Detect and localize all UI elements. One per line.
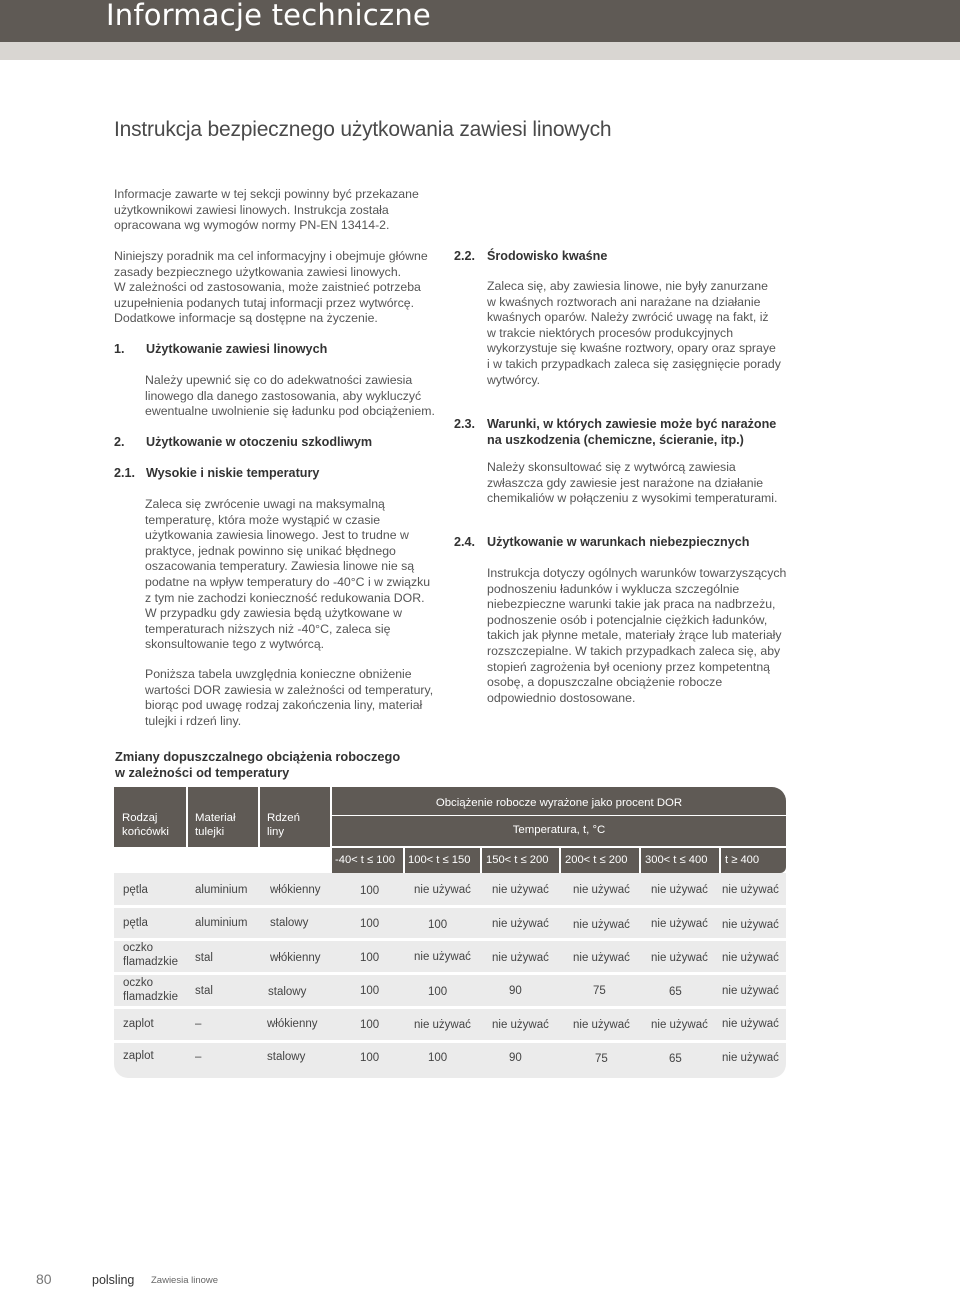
section-2-2-number: 2.2. <box>454 249 476 263</box>
text-line: w kwaśnych roztworach ani narażane na działanie <box>487 294 761 309</box>
table-cell-core: stalowy <box>270 917 309 929</box>
text-line: praktyce, jednak powinno się unikać błędnego <box>145 543 396 558</box>
cell-line: flamadzkie <box>123 956 178 968</box>
table-cell-value: 100 <box>360 1019 380 1031</box>
text-line: w trakcie niektórych procesów produkcyjnych <box>487 325 734 340</box>
text-line: odpowiednio dostosowane. <box>487 690 636 705</box>
table-cell-end <box>123 941 178 969</box>
section-2-2-text <box>487 279 797 388</box>
footer-section: Zawiesia linowe <box>151 1275 219 1286</box>
text-line: Zaleca się zwrócenie uwagi na maksymalną <box>145 497 385 511</box>
table-title <box>115 749 415 780</box>
table-cell-material: stal <box>195 952 213 964</box>
table-cell-core: włókienny <box>267 1018 318 1030</box>
col-header-rope-core <box>267 811 300 839</box>
header-line: Materiał <box>195 812 236 824</box>
table-cell-value: nie używać <box>651 952 708 964</box>
table-cell-core: stalowy <box>267 1051 306 1063</box>
section-2-3-text <box>487 460 797 507</box>
table-cell-value: nie używać <box>722 884 779 896</box>
table-cell-value: nie używać <box>573 919 630 931</box>
table-cell-material: aluminium <box>195 917 248 929</box>
intro-paragraph-2 <box>114 249 444 327</box>
section-2-3-number: 2.3. <box>454 417 476 431</box>
header-divider <box>332 815 786 816</box>
header-divider <box>186 787 188 873</box>
text-line: zasady bezpiecznego użytkowania zawiesi linowych. <box>114 264 402 279</box>
text-line: podnoszeniu ładunków i wyklucza szczególnie <box>487 581 740 596</box>
temp-col-3: 150< t ≤ 200 <box>486 854 549 866</box>
header-title: Informacje techniczne <box>106 0 431 32</box>
table-cell-value: nie używać <box>722 985 779 997</box>
cell-line: flamadzkie <box>123 991 178 1003</box>
text-line: uzupełnienia podanych tutaj informacji przez wytwórcę. <box>114 295 415 310</box>
text-line: oszacowania temperatury. Zawiesia linowe nie są <box>145 559 415 574</box>
text-line: ewentualne uwolnienie się ładunku pod obciążeniem. <box>145 404 435 419</box>
col-header-sleeve-material <box>195 811 236 839</box>
section-number: 2. <box>114 435 125 449</box>
table-cell-material: aluminium <box>195 884 248 896</box>
text-line: Dodatkowe informacje są dostępne na życzenie. <box>114 311 378 326</box>
table-cell-value: 100 <box>360 952 380 964</box>
text-line: tulejki i rdzeń liny. <box>145 713 242 728</box>
text-line: chemikaliów w połączeniu z wysokimi temperaturami. <box>487 491 778 506</box>
text-line: i w takich przypadkach zaleca się zasięgnięcie porady <box>487 356 781 371</box>
cell-line: oczko <box>123 977 154 989</box>
text-line: z tym nie zachodzi konieczność redukowania DOR. <box>145 590 425 605</box>
header-divider <box>258 787 260 873</box>
text-line: podatne na wpływ temperatury do -40°C i w związku <box>145 574 431 589</box>
text-line: wytwórcy. <box>487 372 541 387</box>
temp-col-2: 100< t ≤ 150 <box>408 854 471 866</box>
header-line: Rodzaj <box>122 812 158 824</box>
text-line: W przypadku gdy zawiesia będą użytkowane w <box>145 606 402 621</box>
section-title: Wysokie i niskie temperatury <box>146 466 320 480</box>
subheader-divider <box>559 847 561 873</box>
table-cell-value: nie używać <box>722 1018 779 1030</box>
section-1-text <box>145 373 450 420</box>
table-cell-end: pętla <box>123 884 148 896</box>
section-2-1-text-2 <box>145 667 450 729</box>
table-cell-value: 75 <box>593 985 606 997</box>
temp-col-4: 200< t ≤ 200 <box>565 854 628 866</box>
table-cell-value: nie używać <box>573 884 630 896</box>
table-cell-value: nie używać <box>414 1019 471 1031</box>
temp-col-1: -40< t ≤ 100 <box>335 854 395 866</box>
table-cell-value: nie używać <box>722 919 779 931</box>
table-cell-value: nie używać <box>492 884 549 896</box>
text-line: Należy skonsultować się z wytwórcą zawiesia <box>487 460 736 474</box>
subheader-divider <box>403 847 405 873</box>
text-line: linowego dla danego zastosowania, aby wykluczyć <box>145 388 422 403</box>
text-line: Zaleca się, aby zawiesia linowe, nie były zanurzane <box>487 279 768 293</box>
table-cell-core: włókienny <box>270 952 321 964</box>
header-line: końcówki <box>122 826 169 838</box>
text-line: Instrukcja dotyczy ogólnych warunków towarzyszących <box>487 566 787 580</box>
table-cell-end: zaplot <box>123 1050 154 1062</box>
table-cell-value: nie używać <box>651 1019 708 1031</box>
text-line: Informacje zawarte w tej sekcji powinny być przekazane <box>114 187 419 201</box>
title-line: Warunki, w których zawiesie może być narażone <box>487 417 777 431</box>
table-cell-value: nie używać <box>722 952 779 964</box>
temp-col-5: 300< t ≤ 400 <box>645 854 708 866</box>
header-accent-strip <box>0 42 960 60</box>
row-divider <box>114 972 786 975</box>
table-cell-value: 100 <box>428 986 448 998</box>
subheader-divider <box>639 847 641 873</box>
header-line: liny <box>267 826 285 838</box>
section-2-1-text <box>145 497 450 653</box>
title-line: Zmiany dopuszczalnego obciążenia roboczego <box>115 749 401 764</box>
subheader-divider <box>719 847 721 873</box>
section-2-2-title: Środowisko kwaśne <box>487 249 608 263</box>
table-cell-value: nie używać <box>492 952 549 964</box>
text-line: użytkowania zawiesia linowego. Jest to trudne w <box>145 528 409 543</box>
text-line: osobę, a dopuszczalne obciążenie robocze <box>487 675 723 690</box>
section-1-heading <box>114 342 327 356</box>
text-line: wartości DOR zawiesia w zależności od temperatury, <box>145 682 434 697</box>
section-number: 1. <box>114 342 125 356</box>
section-2-4-number: 2.4. <box>454 535 476 549</box>
page-number: 80 <box>36 1271 52 1287</box>
table-cell-value: nie używać <box>492 918 549 930</box>
section-title: Użytkowanie zawiesi linowych <box>146 342 328 356</box>
title-line: w zależności od temperatury <box>115 764 290 780</box>
header-line: Rdzeń <box>267 812 300 824</box>
text-line: Należy upewnić się co do adekwatności zawiesia <box>145 373 413 387</box>
table-cell-value: 100 <box>428 1052 448 1064</box>
text-line: temperaturę, która może wystąpić w czasie <box>145 512 381 527</box>
table-cell-core: włókienny <box>270 884 321 896</box>
brand-logo: polsling <box>92 1273 135 1287</box>
section-2-heading <box>114 435 372 449</box>
text-line: takich jak płynne metale, materiały żrące lub materiały <box>487 628 782 643</box>
header-line: tulejki <box>195 826 225 838</box>
text-line: rozszczepialne. W takich przypadkach zaleca się, aby <box>487 643 781 658</box>
table-cell-material: – <box>195 1018 202 1030</box>
text-line: niebezpieczne warunki takie jak praca na nadbrzeżu, <box>487 597 776 612</box>
row-divider <box>114 1006 786 1009</box>
text-line: wykorzystuje się kwaśne roztwory, opary oraz spraye <box>487 341 776 356</box>
table-cell-value: nie używać <box>492 1019 549 1031</box>
table-cell-core: stalowy <box>268 986 307 998</box>
table-cell-value: 75 <box>595 1053 608 1065</box>
table-cell-value: nie używać <box>573 952 630 964</box>
temp-col-6: t ≥ 400 <box>725 854 760 866</box>
intro-paragraph-1 <box>114 187 444 234</box>
text-line: biorąc pod uwagę rodzaj zakończenia liny, materiał <box>145 698 423 713</box>
cell-line: oczko <box>123 942 154 954</box>
table-cell-value: 100 <box>428 919 448 931</box>
text-line: użytkownikowi zawiesi linowych. Instrukcja została <box>114 202 389 217</box>
table-body <box>114 873 786 1078</box>
text-line: kwaśnych oparów. Należy zwrócić uwagę na fakt, iż <box>487 310 769 325</box>
table-cell-end: zaplot <box>123 1018 154 1030</box>
table-cell-value: nie używać <box>722 1052 779 1064</box>
section-number: 2.1. <box>114 466 136 480</box>
table-cell-value: 65 <box>669 1053 682 1065</box>
col-header-end-type <box>122 811 169 839</box>
table-cell-value: 65 <box>669 986 682 998</box>
text-line: Poniższa tabela uwzględnia konieczne obniżenie <box>145 667 412 681</box>
table-cell-value: nie używać <box>651 884 708 896</box>
group-header: Obciążenie robocze wyrażone jako procent DOR <box>435 797 683 809</box>
table-cell-value: 90 <box>509 985 522 997</box>
section-2-3-title <box>487 417 776 448</box>
table-cell-value: nie używać <box>573 1019 630 1031</box>
table-cell-value: nie używać <box>414 951 471 963</box>
row-divider <box>114 1040 786 1043</box>
row-divider <box>114 938 786 941</box>
table-cell-end: pętla <box>123 917 148 929</box>
text-line: Niniejszy poradnik ma cel informacyjny i obejmuje główne <box>114 249 428 263</box>
section-2-1-heading <box>114 466 319 480</box>
temperature-header: Temperatura, t, °C <box>512 824 606 836</box>
section-2-4-text <box>487 566 797 706</box>
section-title: Użytkowanie w otoczeniu szkodliwym <box>146 435 373 449</box>
text-line: opracowana wg wymogów normy PN-EN 13414-2. <box>114 218 390 233</box>
title-line: na uszkodzenia (chemiczne, ścieranie, itp.) <box>487 432 744 447</box>
subheader-divider <box>480 847 482 873</box>
table-cell-value: 90 <box>509 1052 522 1064</box>
row-divider <box>114 905 786 908</box>
table-cell-value: 100 <box>360 1052 380 1064</box>
section-2-4-title: Użytkowanie w warunkach niebezpiecznych <box>487 535 750 549</box>
text-line: stopień zagrożenia był oceniony przez kompetentną <box>487 659 771 674</box>
table-cell-value: 100 <box>360 885 380 897</box>
text-line: W zależności od zastosowania, może zaistnieć potrzeba <box>114 280 421 295</box>
table-cell-end <box>123 976 178 1004</box>
text-line: skonsultowanie tego z wytwórcą. <box>145 637 325 652</box>
table-cell-value: 100 <box>360 918 380 930</box>
text-line: zwłaszcza gdy zawiesie jest narażone na działanie <box>487 475 764 490</box>
table-cell-value: nie używać <box>414 884 471 896</box>
table-cell-material: – <box>195 1051 202 1063</box>
page-title: Instrukcja bezpiecznego użytkowania zawiesi linowych <box>114 118 612 141</box>
text-line: podnoszenie osób i potencjalnie ciężkich ładunków, <box>487 612 768 627</box>
table-cell-material: stal <box>195 985 213 997</box>
text-line: temperaturach niższych niż -40°C, zaleca się <box>145 621 391 636</box>
table-cell-value: 100 <box>360 985 380 997</box>
table-cell-value: nie używać <box>651 918 708 930</box>
